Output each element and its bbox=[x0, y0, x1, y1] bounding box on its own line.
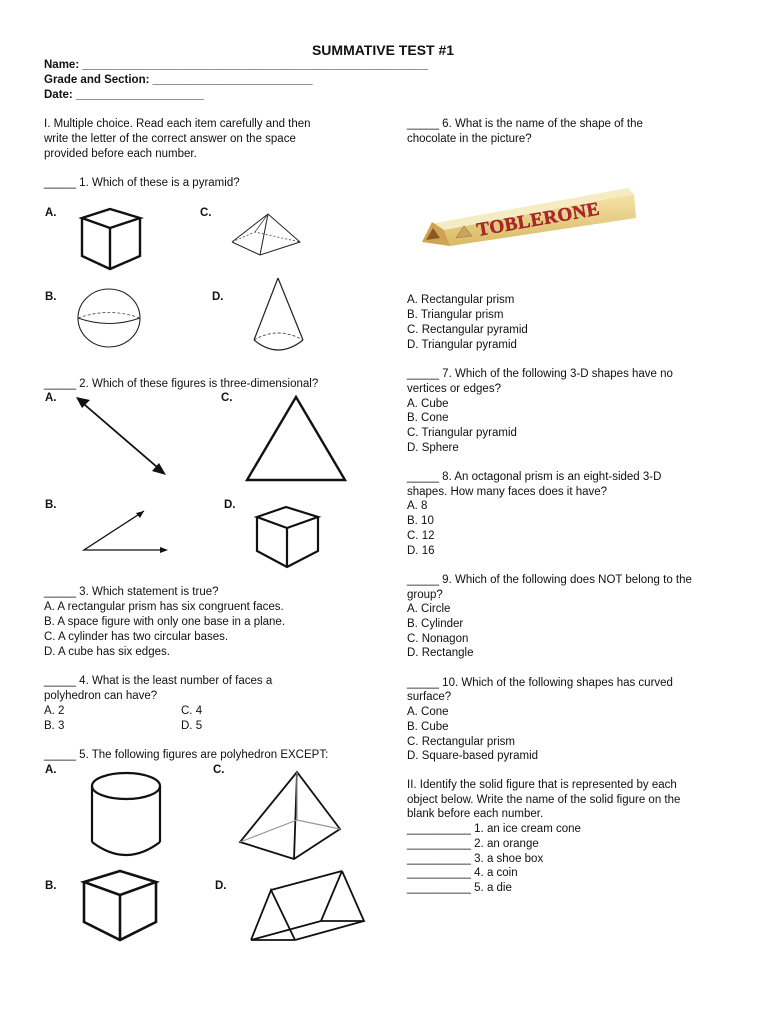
part2-item-1: __________ 1. an ice cream cone bbox=[407, 823, 581, 835]
q9-text-line1: _____ 9. Which of the following does NOT belong to the bbox=[407, 574, 692, 586]
part1-instructions-line1: I. Multiple choice. Read each item carefully and then bbox=[44, 118, 311, 130]
part2-item-3: __________ 3. a shoe box bbox=[407, 853, 544, 865]
q5-label-a: A. bbox=[45, 764, 57, 776]
toblerone-brand-text: TOBLERONE bbox=[475, 198, 602, 241]
q7-text-line2: vertices or edges? bbox=[407, 383, 501, 395]
q2-label-b: B. bbox=[45, 499, 57, 511]
q4-option-b: B. 3 bbox=[44, 720, 65, 732]
q3-option-a: A. A rectangular prism has six congruent faces. bbox=[44, 601, 284, 613]
q2-label-a: A. bbox=[45, 392, 57, 404]
date-field[interactable]: Date: ____________________ bbox=[44, 89, 204, 101]
q7-text-line1: _____ 7. Which of the following 3-D shapes have no bbox=[407, 368, 673, 380]
q5-triangular-prism-figure bbox=[249, 870, 367, 942]
q4-option-d: D. 5 bbox=[181, 720, 203, 732]
q6-text-line2: chocolate in the picture? bbox=[407, 133, 532, 145]
q2-cube-figure bbox=[255, 506, 321, 570]
q5-label-d: D. bbox=[215, 880, 227, 892]
q2-text: _____ 2. Which of these figures is three-dimensional? bbox=[44, 378, 319, 390]
page-title: SUMMATIVE TEST #1 bbox=[311, 42, 455, 58]
q6-option-c: C. Rectangular pyramid bbox=[407, 324, 528, 336]
q8-option-c: C. 12 bbox=[407, 530, 435, 542]
q10-text-line1: _____ 10. Which of the following shapes has curved bbox=[407, 677, 673, 689]
grade-section-field[interactable]: Grade and Section: _________________________ bbox=[44, 74, 313, 86]
part2-item-4: __________ 4. a coin bbox=[407, 867, 518, 879]
q7-option-d: D. Sphere bbox=[407, 442, 459, 454]
q9-option-d: D. Rectangle bbox=[407, 647, 474, 659]
part2-instructions-line3: blank before each number. bbox=[407, 808, 544, 820]
q1-label-d: D. bbox=[212, 291, 224, 303]
q3-option-b: B. A space figure with only one base in a plane. bbox=[44, 616, 286, 628]
q7-option-b: B. Cone bbox=[407, 412, 449, 424]
q4-text-line1: _____ 4. What is the least number of faces a bbox=[44, 675, 273, 687]
part1-instructions-line3: provided before each number. bbox=[44, 148, 197, 160]
q7-option-c: C. Triangular pyramid bbox=[407, 427, 517, 439]
q8-option-d: D. 16 bbox=[407, 545, 435, 557]
part1-instructions-line2: write the letter of the correct answer on the space bbox=[44, 133, 296, 145]
q6-text-line1: _____ 6. What is the name of the shape of the bbox=[407, 118, 643, 130]
q2-line-figure bbox=[74, 396, 170, 480]
q5-cube-figure bbox=[82, 870, 158, 942]
q10-option-b: B. Cube bbox=[407, 721, 449, 733]
q2-label-d: D. bbox=[224, 499, 236, 511]
q1-label-c: C. bbox=[200, 207, 212, 219]
q10-text-line2: surface? bbox=[407, 691, 452, 703]
q9-option-b: B. Cylinder bbox=[407, 618, 464, 630]
q5-label-c: C. bbox=[213, 764, 225, 776]
q2-label-c: C. bbox=[221, 392, 233, 404]
name-field[interactable]: Name: ______________________________________________________ bbox=[44, 59, 428, 71]
q8-text-line1: _____ 8. An octagonal prism is an eight-sided 3-D bbox=[407, 471, 662, 483]
part2-instructions-line1: II. Identify the solid figure that is represented by each bbox=[407, 779, 677, 791]
q7-option-a: A. Cube bbox=[407, 398, 449, 410]
q1-cone-figure bbox=[252, 276, 306, 354]
q1-pyramid-figure bbox=[230, 212, 302, 262]
q6-option-b: B. Triangular prism bbox=[407, 309, 504, 321]
part2-item-2: __________ 2. an orange bbox=[407, 838, 539, 850]
q5-label-b: B. bbox=[45, 880, 57, 892]
part2-item-5: __________ 5. a die bbox=[407, 882, 512, 894]
q5-cylinder-figure bbox=[91, 770, 163, 860]
q8-option-b: B. 10 bbox=[407, 515, 434, 527]
q1-text: _____ 1. Which of these is a pyramid? bbox=[44, 177, 240, 189]
q9-option-c: C. Nonagon bbox=[407, 633, 469, 645]
q9-option-a: A. Circle bbox=[407, 603, 451, 615]
q1-cube-figure bbox=[80, 208, 142, 270]
q4-text-line2: polyhedron can have? bbox=[44, 690, 158, 702]
q4-option-a: A. 2 bbox=[44, 705, 65, 717]
q8-text-line2: shapes. How many faces does it have? bbox=[407, 486, 608, 498]
part2-instructions-line2: object below. Write the name of the solid figure on the bbox=[407, 794, 681, 806]
q9-text-line2: group? bbox=[407, 589, 443, 601]
q10-option-a: A. Cone bbox=[407, 706, 449, 718]
q6-option-a: A. Rectangular prism bbox=[407, 294, 515, 306]
q5-text: _____ 5. The following figures are polyhedron EXCEPT: bbox=[44, 749, 329, 761]
q2-angle-figure bbox=[82, 508, 172, 552]
q1-label-a: A. bbox=[45, 207, 57, 219]
q1-sphere-figure bbox=[76, 287, 142, 349]
q8-option-a: A. 8 bbox=[407, 500, 428, 512]
q1-label-b: B. bbox=[45, 291, 57, 303]
toblerone-chocolate-image bbox=[418, 180, 648, 250]
q2-triangle-figure bbox=[244, 394, 348, 484]
q10-option-d: D. Square-based pyramid bbox=[407, 750, 539, 762]
q5-square-pyramid-figure bbox=[238, 770, 342, 860]
q6-option-d: D. Triangular pyramid bbox=[407, 339, 517, 351]
q4-option-c: C. 4 bbox=[181, 705, 203, 717]
q10-option-c: C. Rectangular prism bbox=[407, 736, 516, 748]
q3-option-d: D. A cube has six edges. bbox=[44, 646, 170, 658]
q3-text: _____ 3. Which statement is true? bbox=[44, 586, 219, 598]
q3-option-c: C. A cylinder has two circular bases. bbox=[44, 631, 229, 643]
